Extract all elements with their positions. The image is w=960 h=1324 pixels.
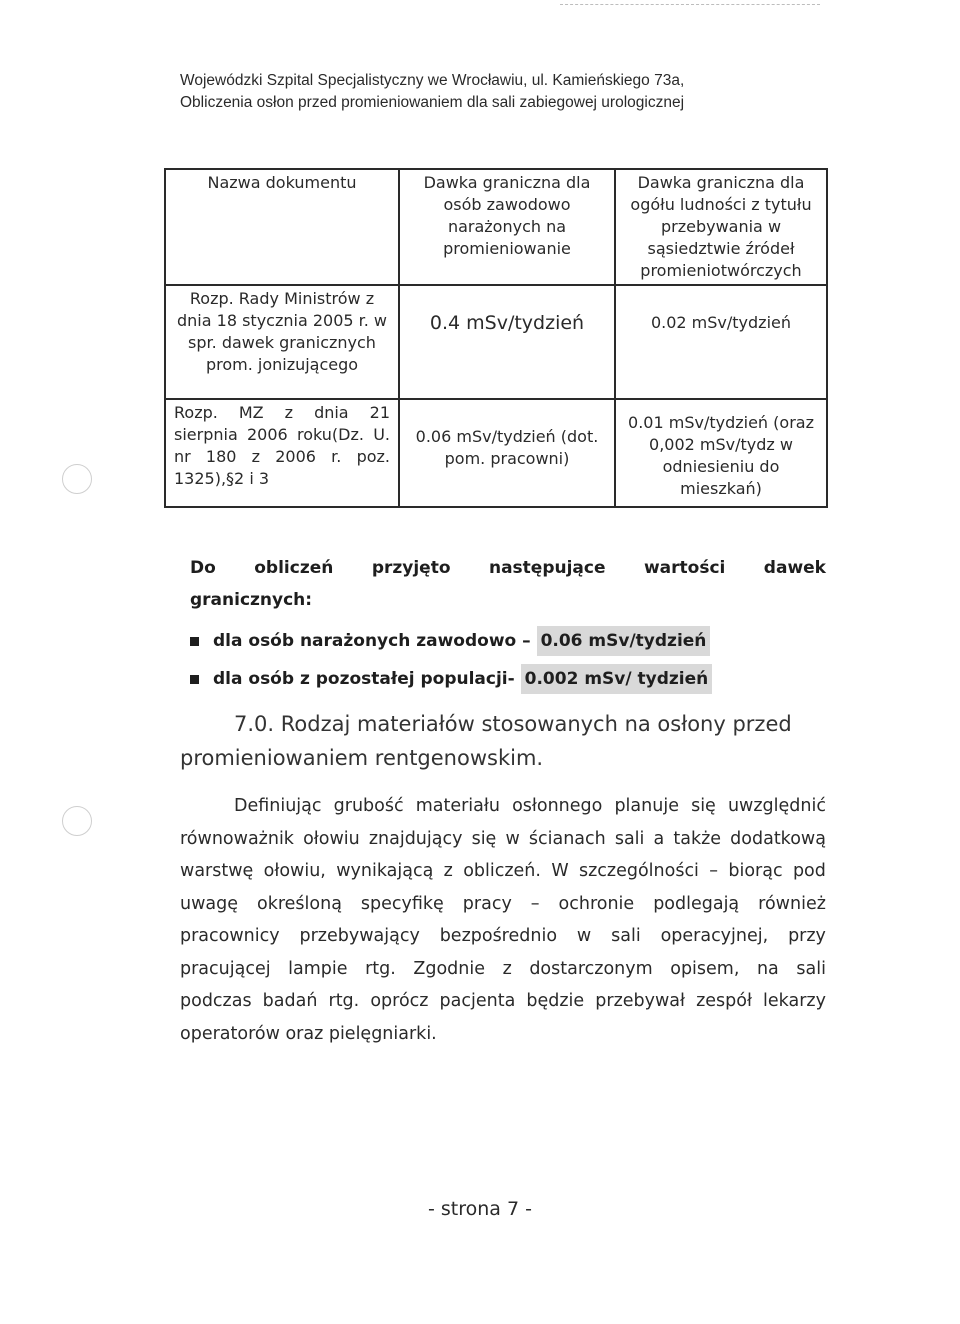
paragraph-word: lampie xyxy=(288,958,348,979)
paragraph-word: w xyxy=(505,828,520,849)
punch-hole-top xyxy=(62,464,92,494)
header-hospital: Wojewódzki Szpital Specjalistyczny we Wrocławiu, ul. Kamieńskiego 73a, xyxy=(180,72,685,89)
adopted-intro-line2: granicznych: xyxy=(190,590,313,610)
table-row xyxy=(165,399,827,507)
paragraph-word: Definiując xyxy=(234,796,322,816)
paragraph-line xyxy=(180,985,826,1018)
paragraph-word: będzie xyxy=(526,991,585,1011)
scan-artifact xyxy=(560,4,820,6)
paragraph-line xyxy=(180,823,826,856)
paragraph-word: się xyxy=(691,796,716,816)
adopted-limits-list xyxy=(190,622,712,698)
paragraph-word: opisem, xyxy=(670,958,740,979)
paragraph-word: badań xyxy=(262,991,318,1011)
table-row xyxy=(165,285,827,399)
paragraph-word: materiału xyxy=(415,796,500,816)
paragraph-line: operatorów oraz pielęgniarki. xyxy=(180,1023,437,1044)
row1-public: 0.02 mSv/tydzień xyxy=(615,285,827,399)
paragraph-word: obliczeń. xyxy=(463,861,541,881)
paragraph-word: a xyxy=(653,828,665,849)
paragraph-word: warstwę xyxy=(180,861,254,881)
paragraph-line xyxy=(180,888,826,921)
table-header-row xyxy=(165,169,827,285)
section-heading xyxy=(180,707,830,775)
section-heading-line2: promieniowaniem rentgenowskim. xyxy=(180,746,544,770)
paragraph-word: rtg. xyxy=(365,958,396,979)
paragraph-word: grubość xyxy=(333,796,404,816)
paragraph-word: określoną xyxy=(257,893,342,914)
paragraph-word: pracownicy xyxy=(180,926,280,946)
intro-word: przyjęto xyxy=(371,558,451,578)
section-heading-line1: 7.0. Rodzaj materiałów stosowanych na osłony przed xyxy=(234,712,792,736)
row1-document: Rozp. Rady Ministrów z dnia 18 stycznia 2005 r. w spr. dawek granicznych prom. jonizującego xyxy=(165,285,399,399)
paragraph-word: oprócz xyxy=(370,991,429,1011)
punch-hole-bottom xyxy=(62,806,92,836)
adopted-intro xyxy=(190,552,826,616)
paragraph-word: z xyxy=(443,861,453,881)
paragraph-word: pacjenta xyxy=(439,991,516,1011)
paragraph-word: Zgodnie xyxy=(413,958,486,979)
paragraph-word: znajdujący xyxy=(368,828,463,849)
paragraph-word: dodatkową xyxy=(730,828,826,849)
paragraph-word: specyfikę xyxy=(360,893,444,914)
list-item xyxy=(190,660,712,698)
paragraph-word: pod xyxy=(792,861,826,881)
paragraph-word: sali xyxy=(796,958,826,979)
paragraph-word: sali xyxy=(611,926,641,946)
row2-public: 0.01 mSv/tydzień (oraz 0,002 mSv/tydz w odniesieniu do mieszkań) xyxy=(615,399,827,507)
paragraph-word: – xyxy=(530,893,540,914)
paragraph-word: również xyxy=(758,893,826,914)
paragraph-word: uwagę xyxy=(180,893,239,914)
paragraph-line xyxy=(180,920,826,953)
paragraph-word: uwzględnić xyxy=(727,796,826,816)
paragraph-word: przy xyxy=(788,926,826,946)
adopted-intro-line1 xyxy=(190,552,826,584)
paragraph-word: także xyxy=(673,828,722,849)
paragraph-word: podlegają xyxy=(653,893,740,914)
paragraph-word: operacyjnej, xyxy=(660,926,769,946)
paragraph-word: podczas xyxy=(180,991,252,1011)
paragraph-word: dostarczonym xyxy=(529,958,653,979)
limit-value: 0.06 mSv/tydzień xyxy=(537,626,711,656)
paragraph-word: szczególności xyxy=(578,861,699,881)
bullet-square-icon xyxy=(190,675,199,684)
paragraph-word: zespół xyxy=(696,991,752,1011)
paragraph-word: pracy xyxy=(462,893,512,914)
intro-word: dawek xyxy=(763,558,826,578)
row1-occupational: 0.4 mSv/tydzień xyxy=(399,285,615,399)
paragraph-line xyxy=(180,855,826,888)
paragraph-word: bezpośrednio xyxy=(439,926,558,946)
body-paragraph xyxy=(180,790,826,1050)
dose-limits-table xyxy=(164,168,828,508)
limit-label: dla osób z pozostałej populacji- xyxy=(213,669,515,689)
paragraph-word: W xyxy=(551,861,569,881)
paragraph-word: sali xyxy=(614,828,645,849)
header-subject: Obliczenia osłon przed promieniowaniem dla sali zabiegowej urologicznej xyxy=(180,94,685,111)
intro-word: obliczeń xyxy=(254,558,334,578)
paragraph-word: ścianach xyxy=(528,828,606,849)
paragraph-word: ochronie xyxy=(558,893,635,914)
header-cell-occupational: Dawka graniczna dla osób zawodowo narażonych na promieniowanie xyxy=(399,169,615,285)
paragraph-word: przebywający xyxy=(299,926,420,946)
paragraph-word: na xyxy=(756,958,779,979)
bullet-square-icon xyxy=(190,637,199,646)
paragraph-word: się xyxy=(471,828,497,849)
paragraph-word: w xyxy=(576,926,592,946)
paragraph-word: przebywał xyxy=(595,991,685,1011)
paragraph-word: pracującej xyxy=(180,958,271,979)
page-header xyxy=(180,70,880,114)
paragraph-word: ołowiu, xyxy=(263,861,326,881)
paragraph-word: – xyxy=(709,861,719,881)
limit-value: 0.002 mSv/ tydzień xyxy=(521,664,713,694)
header-cell-public: Dawka graniczna dla ogółu ludności z tytułu przebywania w sąsiedztwie źródeł promieniotwórczych xyxy=(615,169,827,285)
paragraph-line xyxy=(180,953,826,986)
paragraph-word: rtg. xyxy=(328,991,360,1011)
paragraph-word: z xyxy=(502,958,512,979)
row2-occupational: 0.06 mSv/tydzień (dot. pom. pracowni) xyxy=(399,399,615,507)
intro-word: Do xyxy=(190,558,216,578)
paragraph-line xyxy=(180,790,826,823)
intro-word: wartości xyxy=(643,558,726,578)
paragraph-word: równoważnik xyxy=(180,828,294,849)
header-cell-document: Nazwa dokumentu xyxy=(165,169,399,285)
limit-label: dla osób narażonych zawodowo – xyxy=(213,631,531,651)
page-number: - strona 7 - xyxy=(428,1198,532,1220)
paragraph-word: osłonnego xyxy=(512,796,603,816)
row2-document: Rozp. MZ z dnia 21 sierpnia 2006 roku(Dz. U. nr 180 z 2006 r. poz. 1325),§2 i 3 xyxy=(165,399,399,507)
paragraph-word: biorąc xyxy=(728,861,783,881)
paragraph-word: wynikającą xyxy=(336,861,434,881)
paragraph-word: lekarzy xyxy=(763,991,826,1011)
intro-word: następujące xyxy=(488,558,606,578)
paragraph-word: ołowiu xyxy=(303,828,360,849)
paragraph-word: planuje xyxy=(614,796,679,816)
list-item xyxy=(190,622,712,660)
